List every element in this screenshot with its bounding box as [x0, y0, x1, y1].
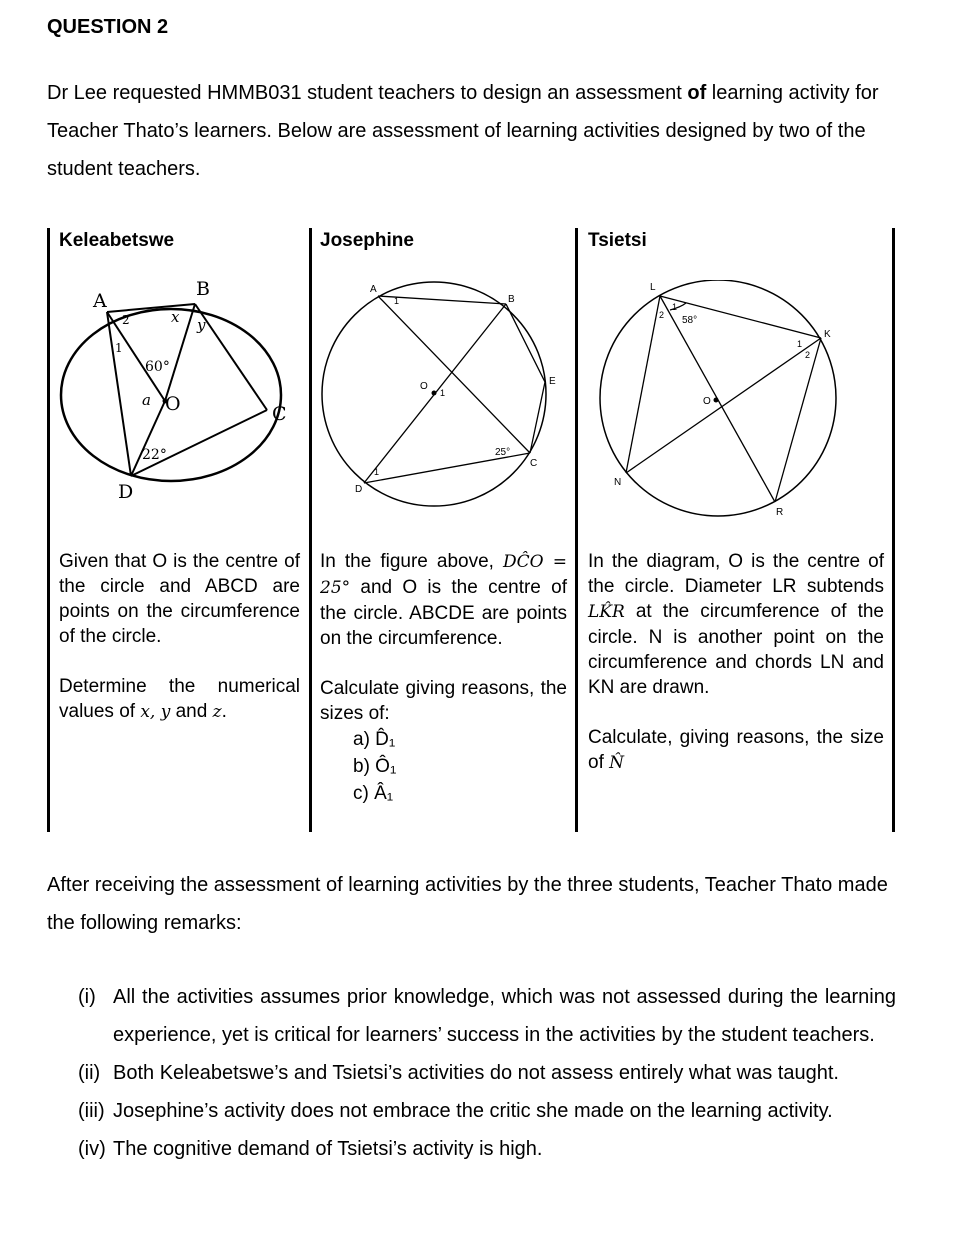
label-22-degrees: 22°: [142, 447, 167, 463]
josephine-circle-figure: [318, 280, 558, 515]
josephine-sub-items: [320, 726, 567, 807]
remark-item: (iii) Josephine’s activity does not embrace the critic she made on the learning activity.: [78, 1100, 833, 1122]
label-D: D: [118, 481, 134, 503]
keleabetswe-text: [59, 549, 300, 725]
remark-item: (i) All the activities assumes prior knowledge, which was not assessed during the learning experience, yet is critical for learners’ success in the activities by the student teachers.: [78, 986, 896, 1046]
label-O: O: [703, 396, 711, 407]
label-K-2: 2: [805, 350, 811, 360]
label-58-degrees: 58°: [682, 315, 698, 326]
column-divider-left: [47, 228, 50, 832]
intro-paragraph: [47, 74, 907, 188]
column-divider-right: [892, 228, 895, 832]
label-y: y: [197, 316, 206, 334]
label-B: B: [508, 294, 515, 305]
label-O-1: 1: [440, 388, 446, 398]
label-2: 2: [122, 313, 130, 327]
remark-item: (iv) The cognitive demand of Tsietsi’s activity is high.: [78, 1138, 543, 1160]
intro-text-2: learning activity for Teacher Thato’s learners. Below are assessment of learning activities designed by two of the student teachers.: [47, 82, 879, 180]
label-x: x: [171, 308, 180, 326]
label-25-degrees: 25°: [495, 447, 511, 458]
tsietsi-text: [588, 549, 884, 776]
intro-bold-word: of: [687, 82, 707, 104]
josephine-item-b: b) Ô₁: [353, 756, 397, 777]
label-1: 1: [115, 341, 123, 355]
josephine-lines: [364, 296, 545, 483]
label-O: O: [165, 393, 181, 415]
label-D: D: [355, 484, 363, 495]
label-L: L: [650, 282, 656, 293]
label-C: C: [530, 458, 538, 469]
label-C: C: [272, 403, 287, 425]
tsietsi-lines: [626, 296, 821, 502]
label-B: B: [196, 278, 210, 300]
label-60-degrees: 60°: [145, 359, 170, 375]
label-a: a: [142, 391, 151, 409]
tsietsi-circle: [600, 280, 836, 516]
label-K-1: 1: [797, 339, 803, 349]
tsietsi-circle-figure: [590, 280, 852, 525]
josephine-item-c: c) Â₁: [353, 783, 394, 804]
label-K: K: [824, 329, 831, 340]
label-O: O: [420, 381, 428, 392]
josephine-heading: Josephine: [320, 230, 414, 251]
remark-item: (ii) Both Keleabetswe’s and Tsietsi’s activities do not assess entirely what was taught.: [78, 1062, 839, 1084]
column-divider-2: [575, 228, 578, 832]
josephine-text: [320, 549, 567, 807]
josephine-item-a: a) D̂₁: [353, 729, 396, 750]
label-R: R: [776, 507, 784, 518]
keleabetswe-circle-figure: [55, 278, 305, 508]
tsietsi-given: In the diagram, O is the centre of the circle. Diameter LR subtends LK̂R at the circumference of the circle. N is another point on the circumference and chords LN and KN are drawn.: [588, 551, 884, 698]
tsietsi-task: Calculate, giving reasons, the size of N̂: [588, 727, 884, 773]
label-A: A: [370, 284, 377, 295]
josephine-given: In the figure above, DĈO = 25° and O is the centre of the circle. ABCDE are points on the circumference.: [320, 551, 567, 649]
column-divider-1: [309, 228, 312, 832]
keleabetswe-given: Given that O is the centre of the circle and ABCD are points on the circumference of the circle.: [59, 551, 300, 647]
remarks-list: [78, 978, 896, 1168]
keleabetswe-heading: Keleabetswe: [59, 230, 175, 251]
josephine-task: Calculate giving reasons, the sizes of:: [320, 678, 567, 724]
label-L-1: 1: [672, 302, 678, 312]
tsietsi-heading: Tsietsi: [588, 230, 647, 251]
label-N: N: [614, 477, 622, 488]
keleabetswe-task: Determine the numerical values of x, y and z.: [59, 676, 300, 722]
intro-text-1: Dr Lee requested HMMB031 student teachers to design an assessment: [47, 82, 688, 104]
label-E: E: [549, 376, 556, 387]
label-D-1: 1: [374, 467, 380, 477]
label-A-1: 1: [394, 296, 400, 306]
label-L-2: 2: [659, 310, 665, 320]
label-A: A: [93, 290, 107, 312]
question-title: QUESTION 2: [47, 16, 169, 38]
after-paragraph: After receiving the assessment of learning activities by the three students, Teacher Thato made the following remarks:: [47, 874, 888, 934]
